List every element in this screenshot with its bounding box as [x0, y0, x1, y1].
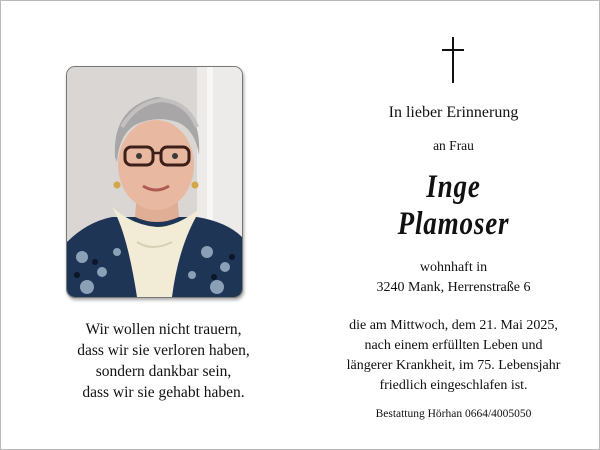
verse-line: dass wir sie gehabt haben. [82, 384, 245, 401]
obituary-line: nach einem erfüllten Leben und [364, 338, 543, 353]
verse-line: sondern dankbar sein, [95, 363, 232, 380]
memorial-heading: In lieber Erinnerung [388, 104, 519, 121]
obituary-line: die am Mittwoch, dem 21. Mai 2025, [349, 318, 558, 333]
obituary-line: friedlich eingeschlafen ist. [379, 378, 528, 393]
memorial-verse [41, 319, 286, 403]
salutation: an Frau [433, 138, 474, 153]
residence-label: wohnhaft in [419, 260, 488, 275]
obituary-text [306, 316, 600, 396]
portrait-photo [66, 66, 243, 298]
cross-icon [441, 37, 465, 83]
verse-line: dass wir sie verloren haben, [77, 342, 250, 359]
obituary-line: längerer Krankheit, im 75. Lebensjahr [346, 358, 561, 373]
deceased-last-name: Plamoser [397, 206, 510, 242]
residence-address: 3240 Mank, Herrenstraße 6 [376, 280, 531, 295]
deceased-first-name: Inge [426, 169, 481, 205]
funeral-home-contact: Bestattung Hörhan 0664/4005050 [375, 408, 532, 420]
verse-line: Wir wollen nicht trauern, [85, 321, 242, 338]
